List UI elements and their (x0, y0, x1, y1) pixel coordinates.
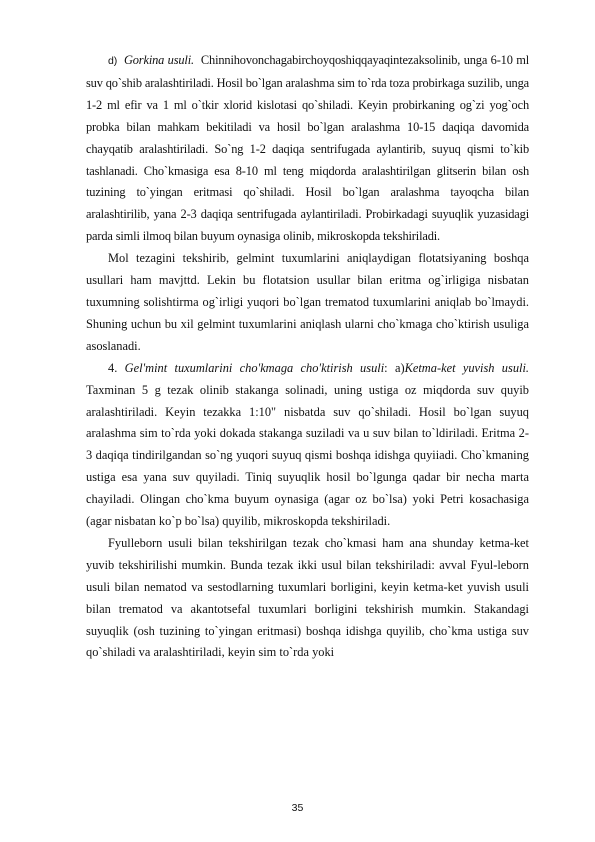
page-body (86, 50, 529, 664)
heading-colon: : (384, 360, 388, 375)
paragraph-sedimentation-method (86, 358, 529, 533)
list-label: d) (108, 55, 118, 67)
page-number: 35 (291, 802, 304, 814)
paragraph-gorkina-method (86, 50, 529, 248)
paragraph-fyulleborn-method (86, 533, 529, 664)
paragraph-flotation-note (86, 248, 529, 358)
paragraph-text: Mol tezagini tekshirib, gelmint tuxumlarini aniqlaydigan flotatsiyaning boshqa usullari ham mavjttd. Lekin bu flotatsion usullar bilan eritma og`irligiga nisbatan tuxumning solishtirma og`irligi yuqori bo`lgan trematod tuxumlarini aniqlab bo`lmaydi. Shuning uchun bu xil gelmint tuxumlarini aniqlash ularni cho`kmaga cho`ktirish usuliga asoslanadi. (86, 251, 529, 353)
paragraph-text: Chinnihovonchagabirchoyqoshiqqayaqintezaksolinib, unga 6-10 ml suv qo`shib aralashtiriladi. Hosil bo`lgan aralashma sim to`rda toza probirkaga suzilib, unga 1-2 ml efir va 1 ml o`tkir xlorid kislotasi qo`shiladi. Keyin probirkaning og`zi yog`och probka bilan mahkam bekitiladi va hosil bo`lgan aralashma 10-15 daqiqa davomida chayqatib aralashtiriladi. So`ng 1-2 daqiqa sentrifugada aylantirib, suyuq qismi to`kib tashlanadi. Cho`kmasiga esa 8-10 ml teng miqdorda aralashtirilgan glitserin bilan osh tuzining to`yingan eritmasi qo`shiladi. Hosil bo`lgan aralashma tayoqcha bilan aralashtirilib, yana 2-3 daqiqa sentrifugada aylantiriladi. Probirkadagi suyuqlik yuzasidagi parda simli ilmoq bilan buyum oynasiga olinib, mikroskopda tekshiriladi. (86, 53, 529, 244)
method-heading: Gorkina usuli. (123, 53, 194, 67)
section-number: 4. (108, 360, 118, 375)
sub-heading: Ketma-ket yuvish usuli. (404, 360, 529, 375)
paragraph-text: Taxminan 5 g tezak olinib stakanga solinadi, uning ustiga oz miqdorda suv quyib aralashtiriladi. Keyin tezakka 1:10" nisbatda suv qo`shiladi. Hosil bo`lgan suyuq aralashma sim to`rda yoki dokada stakanga suziladi va u suv bilan to`ldiriladi. Eritma 2-3 daqiqa tindirilgandan so`ng yuqori suyuq qismi boshqa idishga quyiiadi. Cho`kmaning ustiga esa yana suv quyiladi. Tiniq suyuqlik hosil bo`lgunga qadar bir necha marta chayiladi. Olingan cho`kma buyum oynasiga (agar oz bo`lsa) yoki Petri kosachasiga (agar nisbatan ko`p bo`lsa) quyilib, mikroskopda tekshiriladi. (86, 382, 529, 529)
sub-label: a) (394, 360, 405, 375)
section-heading: Gel'mint tuxumlarini cho'kmaga cho'ktirish usuli (124, 360, 385, 375)
paragraph-text: Fyulleborn usuli bilan tekshirilgan tezak cho`kmasi ham ana shunday ketma-ket yuvib tekshirilishi mumkin. Bunda tezak ikki usul bilan tekshiriladi: avval Fyul-leborn usuli bilan nematod va sestodlarning tuxumlari borligini, keyin ketma-ket yuvish usuli bilan trematod va akantotsefal tuxumlari borligini tekshirish mumkin. Stakandagi suyuqlik (osh tuzining to`yingan eritmasi) boshqa idishga quyilib, cho`kma ustiga suv qo`shiladi va aralashtiriladi, keyin sim to`rda yoki (86, 535, 529, 660)
